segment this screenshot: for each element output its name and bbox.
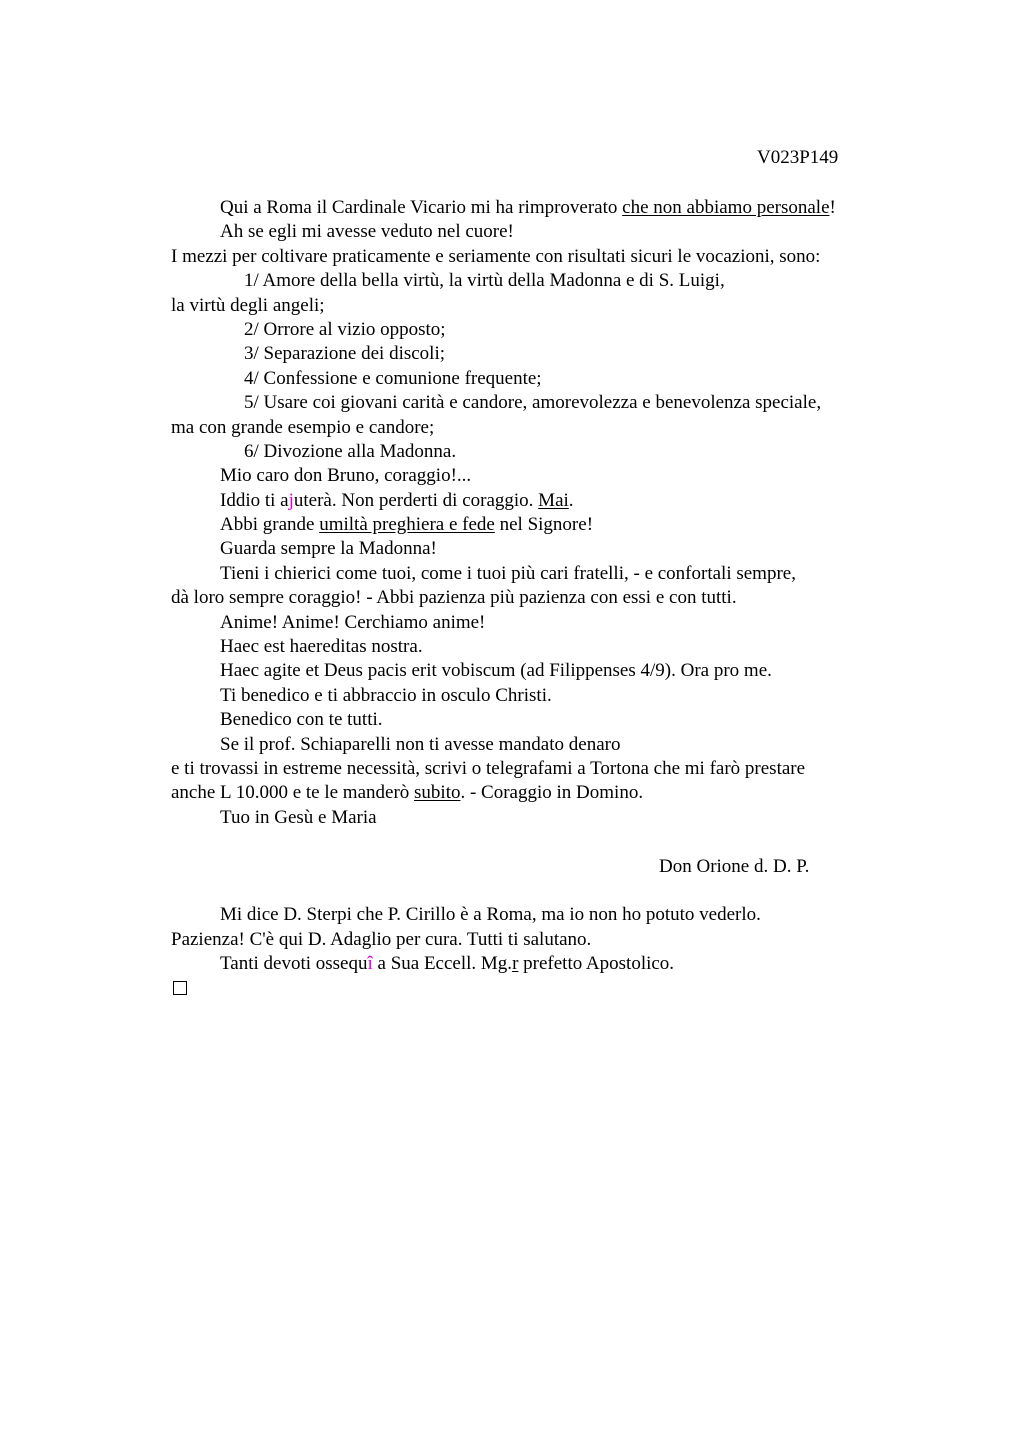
text-line: Iddio ti ajuterà. Non perderti di coraggio. Mai. [220, 489, 574, 511]
highlighted-char: j [288, 489, 294, 511]
text-line: Ti benedico e ti abbraccio in osculo Christi. [220, 684, 552, 706]
underlined-text: Mai [538, 489, 569, 511]
postscript-line: Tanti devoti ossequî a Sua Eccell. Mg.r prefetto Apostolico. [220, 953, 675, 975]
end-marker [171, 977, 911, 1001]
postscript-line: Pazienza! C'è qui D. Adaglio per cura. Tutti ti salutano. [171, 928, 592, 950]
text-line: e ti trovassi in estreme necessità, scrivi o telegrafami a Tortona che mi farò prestare [171, 757, 806, 779]
list-item: 2/ Orrore al vizio opposto; [244, 318, 446, 340]
signature: Don Orione d. D. P. [659, 855, 810, 877]
document-reference-code: V023P149 [757, 147, 839, 168]
text-line: Benedico con te tutti. [220, 709, 383, 731]
highlighted-char: î [367, 953, 373, 975]
list-item: 6/ Divozione alla Madonna. [244, 440, 457, 462]
list-item: 3/ Separazione dei discoli; [244, 343, 446, 365]
text-line: Guarda sempre la Madonna! [220, 538, 437, 560]
text-line: Haec agite et Deus pacis erit vobiscum (ad Filippenses 4/9). Ora pro me. [220, 660, 772, 682]
text-line: Qui a Roma il Cardinale Vicario mi ha rimproverato che non abbiamo personale! [220, 197, 836, 218]
list-item: 4/ Confessione e comunione frequente; [244, 367, 542, 389]
underlined-text: umiltà preghiera e fede [319, 514, 495, 536]
list-item: 1/ Amore della bella virtù, la virtù della Madonna e di S. Luigi, [244, 270, 725, 292]
underlined-text: che non abbiamo personale [622, 197, 830, 218]
text-line: Mio caro don Bruno, coraggio!... [220, 465, 472, 487]
text-line: anche L 10.000 e te le manderò subito. - Coraggio in Domino. [171, 782, 644, 804]
text-line: I mezzi per coltivare praticamente e seriamente con risultati sicuri le vocazioni, sono: [171, 245, 821, 267]
letter-body [171, 196, 911, 1001]
text-line: ma con grande esempio e candore; [171, 416, 435, 438]
text-line: Ah se egli mi avesse veduto nel cuore! [220, 221, 514, 243]
text-line: Se il prof. Schiaparelli non ti avesse mandato denaro [220, 733, 621, 755]
text-line: Anime! Anime! Cerchiamo anime! [220, 611, 486, 633]
text-line: Haec est haereditas nostra. [220, 636, 423, 658]
underlined-text: subito [414, 782, 461, 804]
square-icon [173, 981, 187, 995]
list-item: 5/ Usare coi giovani carità e candore, amorevolezza e benevolenza speciale, [244, 392, 822, 414]
spacer [171, 830, 911, 854]
closing-line: Tuo in Gesù e Maria [220, 806, 377, 828]
spacer [171, 879, 911, 903]
text-line: Abbi grande umiltà preghiera e fede nel Signore! [220, 514, 594, 536]
underlined-text: r [512, 953, 519, 975]
text-line: la virtù degli angeli; [171, 294, 325, 316]
text-line: dà loro sempre coraggio! - Abbi pazienza più pazienza con essi e con tutti. [171, 587, 737, 609]
postscript-line: Mi dice D. Sterpi che P. Cirillo è a Roma, ma io non ho potuto vederlo. [220, 904, 761, 926]
text-line: Tieni i chierici come tuoi, come i tuoi più cari fratelli, - e confortali sempre, [220, 562, 796, 584]
